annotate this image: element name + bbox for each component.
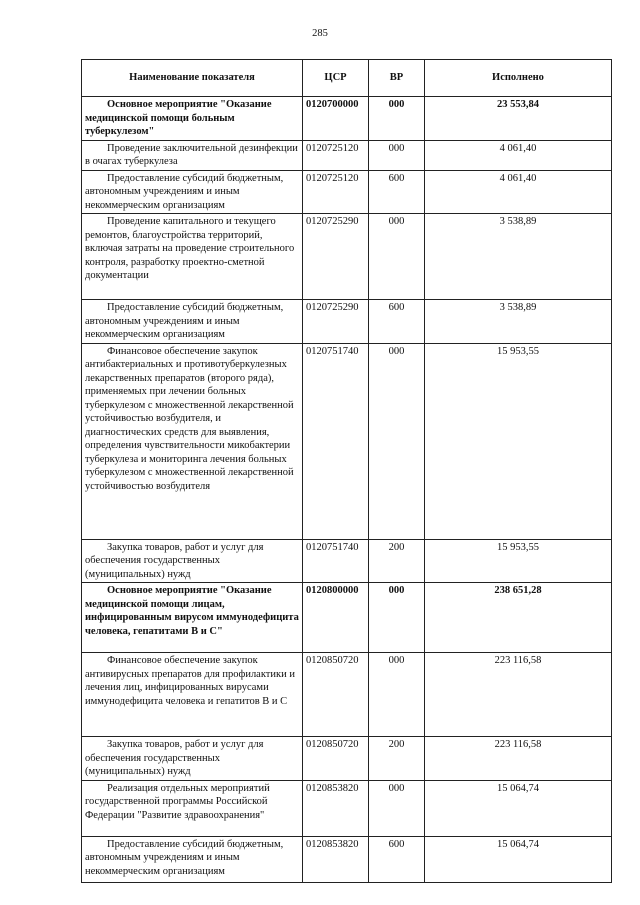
table-row [82,300,612,344]
budget-table [81,59,612,883]
row-amount: 3 538,89 [425,214,612,300]
row-amount: 15 953,55 [425,539,612,583]
row-vr: 200 [369,539,425,583]
table-header-row [82,60,612,97]
row-vr: 000 [369,140,425,170]
row-name: Предоставление субсидий бюджетным, автономным учреждениям и иным некоммерческим организациям [82,170,303,214]
table-row [82,583,612,653]
table-row [82,539,612,583]
header-executed: Исполнено [425,60,612,97]
row-amount: 15 064,74 [425,836,612,882]
row-csr: 0120853820 [303,836,369,882]
page-number: 285 [312,28,328,39]
table-row [82,140,612,170]
row-amount: 4 061,40 [425,140,612,170]
table-row [82,214,612,300]
table-row [82,737,612,781]
row-csr: 0120850720 [303,653,369,737]
row-vr: 000 [369,780,425,836]
header-csr: ЦСР [303,60,369,97]
row-name: Предоставление субсидий бюджетным, автономным учреждениям и иным некоммерческим организациям [82,300,303,344]
row-amount: 223 116,58 [425,737,612,781]
row-vr: 000 [369,214,425,300]
row-vr: 200 [369,737,425,781]
row-vr: 000 [369,343,425,539]
row-name: Закупка товаров, работ и услуг для обеспечения государственных (муниципальных) нужд [82,737,303,781]
row-vr: 600 [369,170,425,214]
row-csr: 0120725120 [303,170,369,214]
row-csr: 0120850720 [303,737,369,781]
row-vr: 000 [369,653,425,737]
row-vr: 600 [369,836,425,882]
row-amount: 23 553,84 [425,97,612,141]
row-vr: 600 [369,300,425,344]
row-name: Реализация отдельных мероприятий государственной программы Российской Федерации "Развитие здравоохранения" [82,780,303,836]
table-row [82,780,612,836]
row-csr: 0120725120 [303,140,369,170]
row-csr: 0120725290 [303,214,369,300]
row-amount: 3 538,89 [425,300,612,344]
row-csr: 0120700000 [303,97,369,141]
row-csr: 0120853820 [303,780,369,836]
row-name: Основное мероприятие "Оказание медицинской помощи больным туберкулезом" [82,97,303,141]
row-name: Проведение заключительной дезинфекции в очагах туберкулеза [82,140,303,170]
table-row [82,653,612,737]
table-row [82,343,612,539]
row-amount: 238 651,28 [425,583,612,653]
table-row [82,97,612,141]
row-amount: 223 116,58 [425,653,612,737]
header-vr: ВР [369,60,425,97]
row-name: Проведение капитального и текущего ремонтов, благоустройства территорий, включая затраты на проведение строительного контроля, разработку проектно-сметной документации [82,214,303,300]
row-name: Финансовое обеспечение закупок антибактериальных и противотуберкулезных лекарственных препаратов (второго ряда), применяемых при лечении больных туберкулезом с множественной лекарственной устойчивостью возбудителя, и диагностических средств для выявления, определения чувствительности микобактерии туберкулеза и мониторинга лечения больных туберкулезом с множественной лекарственной устойчивостью возбудителя [82,343,303,539]
row-csr: 0120800000 [303,583,369,653]
row-amount: 4 061,40 [425,170,612,214]
row-vr: 000 [369,97,425,141]
table-row [82,836,612,882]
row-amount: 15 953,55 [425,343,612,539]
table-row [82,170,612,214]
row-name: Предоставление субсидий бюджетным, автономным учреждениям и иным некоммерческим организациям [82,836,303,882]
row-csr: 0120751740 [303,343,369,539]
row-name: Основное мероприятие "Оказание медицинской помощи лицам, инфицированным вирусом иммунодефицита человека, гепатитами В и С" [82,583,303,653]
row-name: Финансовое обеспечение закупок антивирусных препаратов для профилактики и лечения лиц, инфицированных вирусами иммунодефицита человека и гепатитов В и С [82,653,303,737]
row-name: Закупка товаров, работ и услуг для обеспечения государственных (муниципальных) нужд [82,539,303,583]
header-name: Наименование показателя [82,60,303,97]
row-amount: 15 064,74 [425,780,612,836]
row-csr: 0120725290 [303,300,369,344]
row-vr: 000 [369,583,425,653]
row-csr: 0120751740 [303,539,369,583]
